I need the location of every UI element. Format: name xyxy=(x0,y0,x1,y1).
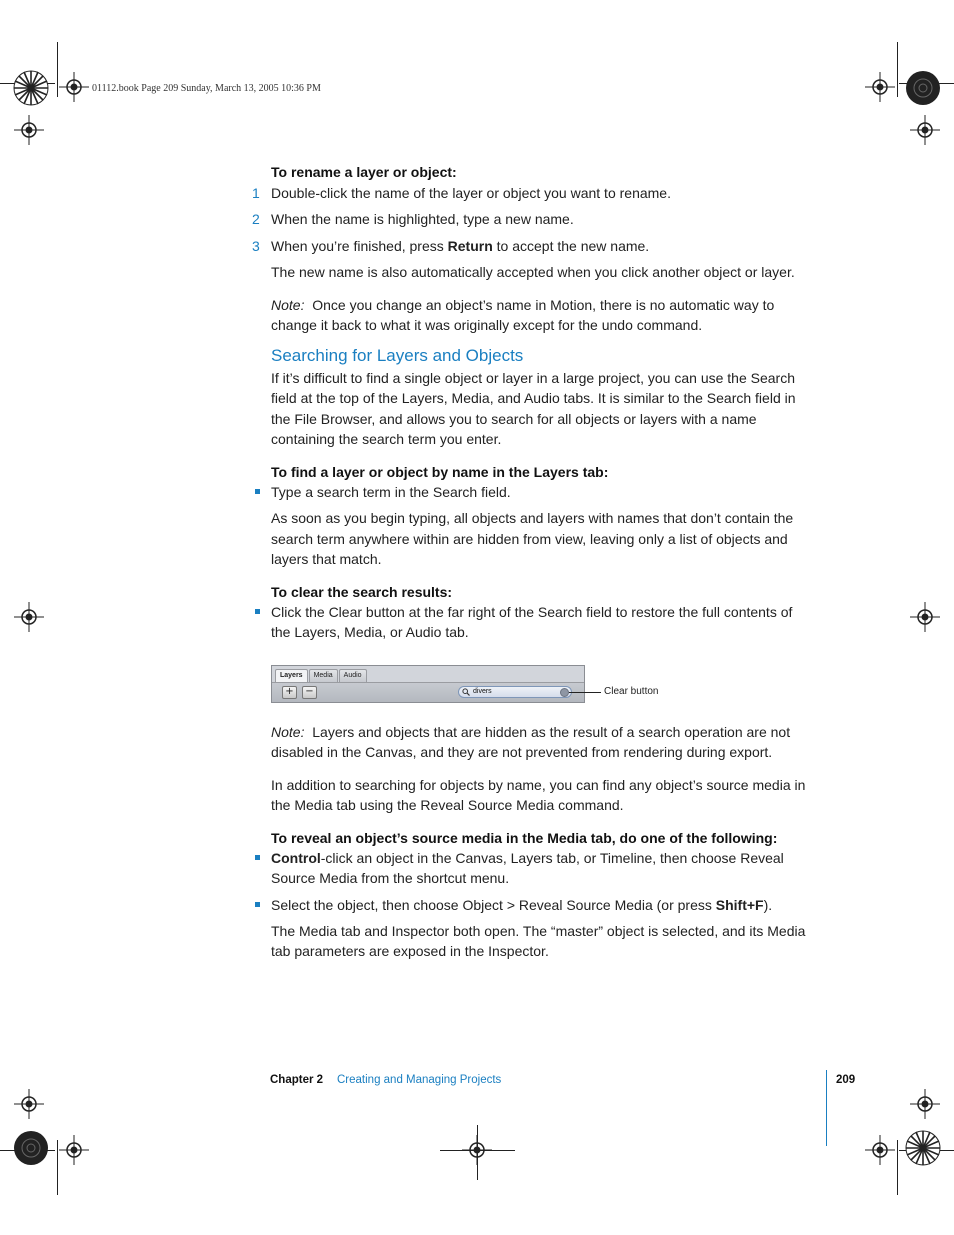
registration-mark-icon xyxy=(910,602,940,632)
step-text-post: to accept the new name. xyxy=(492,238,650,254)
callout-line xyxy=(569,692,601,693)
note xyxy=(271,722,790,743)
paragraph-line: field at the top of the Layers, Media, and Audio tabs. It is similar to the Search field in xyxy=(271,390,796,406)
paragraph-line: the Media tab using the Reveal Source Media command. xyxy=(271,797,624,813)
section-title: Searching for Layers and Objects xyxy=(271,346,524,365)
rename-heading: To rename a layer or object: xyxy=(271,164,457,180)
registration-mark-icon xyxy=(910,1089,940,1119)
callout-label: Clear button xyxy=(604,686,659,697)
bullet xyxy=(255,902,260,907)
registration-mark-icon xyxy=(14,115,44,145)
tab-layers[interactable]: Layers xyxy=(275,669,308,682)
key-name: Control xyxy=(271,850,321,866)
step-text: Double-click the name of the layer or object you want to rename. xyxy=(271,185,671,201)
paragraph-line: layers that match. xyxy=(271,551,382,567)
registration-mark-icon xyxy=(14,1089,44,1119)
footer-chapter-title: Creating and Managing Projects xyxy=(337,1074,502,1086)
paragraph-line: tab parameters are exposed in the Inspector. xyxy=(271,943,549,959)
crop-mark xyxy=(477,1125,478,1180)
crop-mark xyxy=(57,1140,58,1195)
tab-audio[interactable]: Audio xyxy=(339,669,367,682)
registration-mark-icon xyxy=(59,1135,89,1165)
paragraph-line: As soon as you begin typing, all objects and layers with names that don’t contain the xyxy=(271,510,794,526)
bullet-text-pre: Select the object, then choose Object > Reveal Source Media (or press xyxy=(271,897,716,913)
reveal-heading: To reveal an object’s source media in the Media tab, do one of the following: xyxy=(271,830,778,846)
rename-after-text: The new name is also automatically accepted when you click another object or layer. xyxy=(271,264,795,280)
registration-mark-icon xyxy=(865,1135,895,1165)
starburst-target-icon xyxy=(13,1130,49,1166)
crop-mark xyxy=(897,1140,898,1195)
registration-mark-icon xyxy=(910,115,940,145)
search-field[interactable] xyxy=(458,686,572,698)
note-line: disabled in the Canvas, and they are not prevented from rendering during export. xyxy=(271,744,773,760)
key-name: Return xyxy=(447,238,493,254)
bullet xyxy=(255,855,260,860)
find-heading: To find a layer or object by name in the Layers tab: xyxy=(271,464,609,480)
step-text: When the name is highlighted, type a new name. xyxy=(271,211,574,227)
clear-search-button[interactable] xyxy=(560,688,569,697)
bullet xyxy=(255,609,260,614)
starburst-target-icon xyxy=(905,70,941,106)
registration-mark-icon xyxy=(14,602,44,632)
add-layer-button[interactable]: + xyxy=(282,686,297,699)
step-number: 2 xyxy=(252,211,260,227)
registration-mark-icon xyxy=(865,72,895,102)
note-line: Layers and objects that are hidden as the result of a search operation are not xyxy=(312,724,791,740)
footer-chapter: Chapter 2 xyxy=(270,1074,324,1086)
starburst-target-icon xyxy=(905,1130,941,1166)
note-label: Note: xyxy=(271,724,305,740)
step-text-pre: When you’re finished, press xyxy=(271,238,448,254)
bullet-text: the Layers, Media, or Audio tab. xyxy=(271,624,469,640)
tab-bar xyxy=(275,669,368,682)
bullet-text xyxy=(271,848,784,869)
search-icon xyxy=(462,688,470,696)
bullet xyxy=(255,489,260,494)
note-line: Once you change an object’s name in Motion, there is no automatic way to xyxy=(312,297,775,313)
step-text xyxy=(271,236,649,257)
paragraph-line: the File Browser, and allows you to search for all objects or layers with a name xyxy=(271,411,757,427)
key-name: Shift+F xyxy=(715,897,764,913)
search-input-value[interactable]: divers xyxy=(473,688,492,695)
crop-mark xyxy=(57,42,58,97)
remove-layer-button[interactable]: − xyxy=(302,686,317,699)
search-field-screenshot xyxy=(271,665,585,703)
bullet-text: Type a search term in the Search field. xyxy=(271,484,511,500)
bullet-text xyxy=(271,895,772,916)
note-label: Note: xyxy=(271,297,305,313)
step-number: 3 xyxy=(252,238,260,254)
tab-media[interactable]: Media xyxy=(309,669,338,682)
footer-rule xyxy=(826,1070,827,1146)
bullet-text: Click the Clear button at the far right of the Search field to restore the full contents of xyxy=(271,604,793,620)
page-number: 209 xyxy=(836,1074,856,1086)
print-header: 01112.book Page 209 Sunday, March 13, 2005 10:36 PM xyxy=(92,83,321,94)
paragraph-line: If it’s difficult to find a single object or layer in a large project, you can use the Search xyxy=(271,370,795,386)
paragraph-line: The Media tab and Inspector both open. The “master” object is selected, and its Media xyxy=(271,923,806,939)
note-line: change it back to what it was originally except for the undo command. xyxy=(271,317,703,333)
clear-heading: To clear the search results: xyxy=(271,584,453,600)
step-number: 1 xyxy=(252,185,260,201)
note xyxy=(271,295,774,316)
starburst-target-icon xyxy=(13,70,49,106)
paragraph-line: In addition to searching for objects by name, you can find any object’s source media in xyxy=(271,777,806,793)
crop-mark xyxy=(897,42,898,97)
registration-mark-icon xyxy=(59,72,89,102)
bullet-text-rest: -click an object in the Canvas, Layers tab, or Timeline, then choose Reveal xyxy=(320,850,784,866)
bullet-text: Source Media from the shortcut menu. xyxy=(271,870,510,886)
bullet-text-post: ). xyxy=(763,897,773,913)
paragraph-line: search term anywhere within are hidden from view, leaving only a list of objects and xyxy=(271,531,788,547)
paragraph-line: containing the search term you enter. xyxy=(271,431,502,447)
layers-toolbar xyxy=(272,682,584,703)
